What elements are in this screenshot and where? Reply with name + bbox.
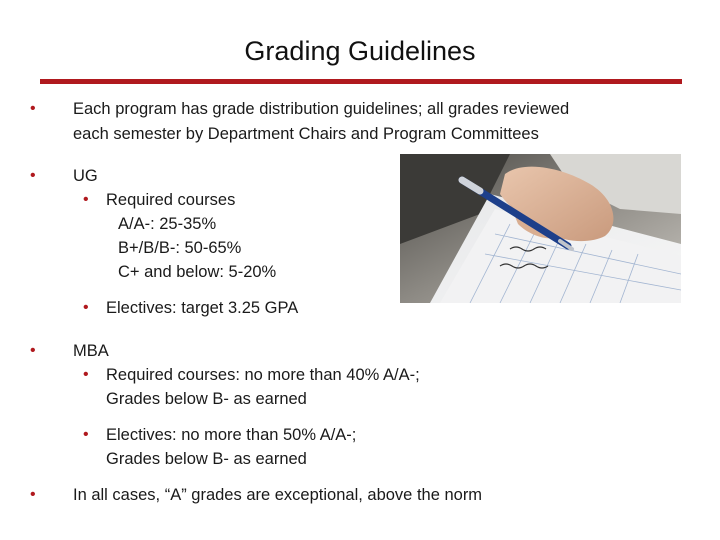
ug-grade-c: C+ and below: 5-20% xyxy=(118,263,277,281)
mba-label: MBA xyxy=(73,342,109,360)
title-divider xyxy=(40,79,682,84)
bullet-text: Each program has grade distribution guidelines; all grades reviewed xyxy=(73,100,570,118)
ug-required-label: Required courses xyxy=(106,191,236,209)
slide-title: Grading Guidelines xyxy=(244,36,476,66)
ug-grade-b: B+/B/B-: 50-65% xyxy=(118,239,242,257)
final-bullet-text: In all cases, “A” grades are exceptional, above the norm xyxy=(73,486,483,504)
mba-required-line2: Grades below B- as earned xyxy=(106,390,307,408)
ug-electives: Electives: target 3.25 GPA xyxy=(106,299,299,317)
bullet-text: each semester by Department Chairs and Program Committees xyxy=(73,125,539,143)
sub-bullet-dot: • xyxy=(83,191,89,208)
sub-bullet-dot: • xyxy=(83,366,89,383)
bullet-dot: • xyxy=(30,100,36,117)
bullet-dot: • xyxy=(30,486,36,503)
bullet-dot: • xyxy=(30,342,36,359)
ug-grade-a: A/A-: 25-35% xyxy=(118,215,217,233)
mba-required-line1: Required courses: no more than 40% A/A-; xyxy=(106,366,420,384)
hand-writing-photo xyxy=(400,154,681,303)
sub-bullet-dot: • xyxy=(83,426,89,443)
bullet-dot: • xyxy=(30,167,36,184)
sub-bullet-dot: • xyxy=(83,299,89,316)
mba-electives-line1: Electives: no more than 50% A/A-; xyxy=(106,426,357,444)
mba-electives-line2: Grades below B- as earned xyxy=(106,450,307,468)
ug-label: UG xyxy=(73,167,98,185)
hand-writing-illustration xyxy=(400,154,681,303)
